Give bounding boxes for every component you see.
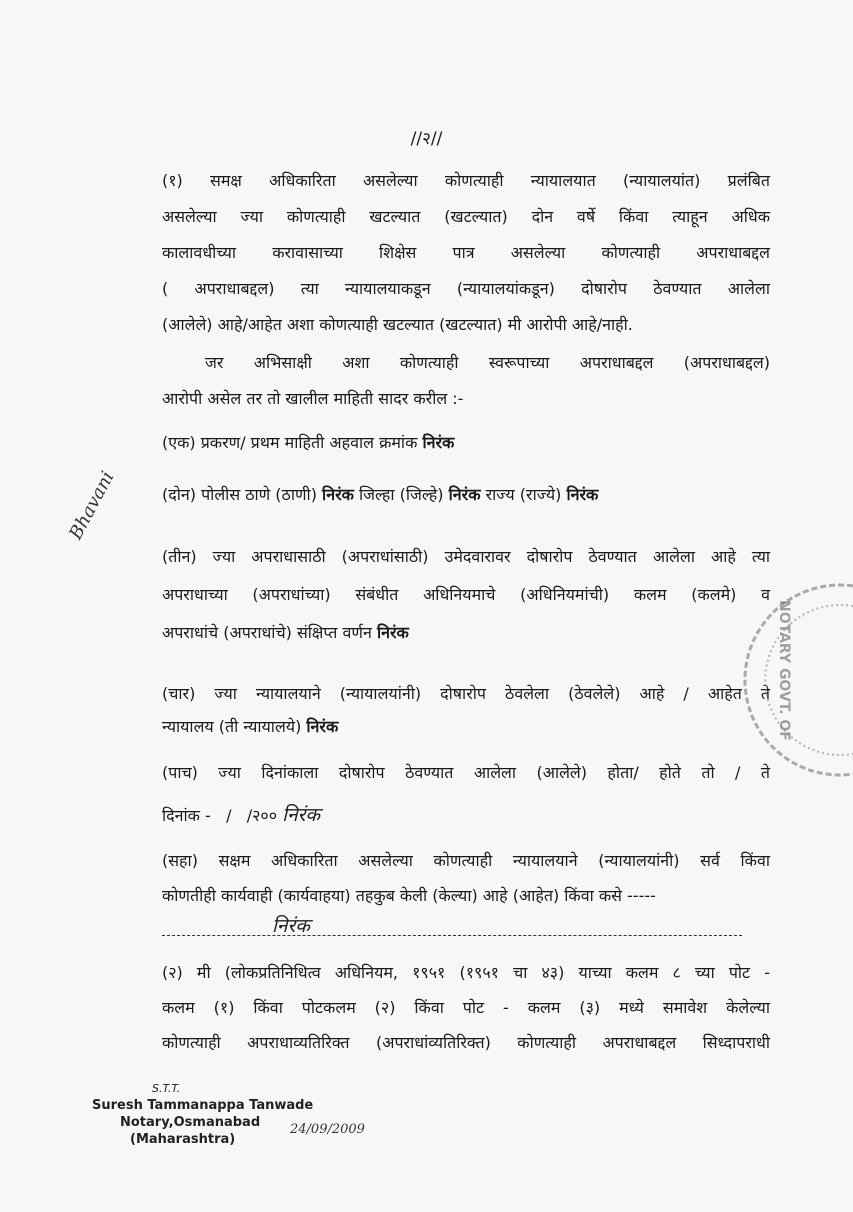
item-ek-label: (एक) प्रकरण/ प्रथम माहिती अहवाल क्रमांक [162, 433, 418, 452]
item-ek-value: निरंक [422, 433, 455, 452]
item-saha-line: (सहा) सक्षम अधिकारिता असलेल्या कोणत्याही न्यायालयाने (न्यायालयांनी) सर्व किंवा [162, 851, 770, 870]
stamp-text: NOTARY GOVT. OF [776, 600, 792, 741]
item-char-label: न्यायालय (ती न्यायालये) [162, 717, 302, 736]
notary-title: Notary,Osmanabad [120, 1115, 261, 1130]
item-pach-line: (पाच) ज्या दिनांकाला दोषारोप ठेवण्यात आलेला (आलेले) होता/ होते तो / ते [162, 763, 770, 782]
intro-line: जर अभिसाक्षी अशा कोणत्याही स्वरूपाच्या अपराधाबद्दल (अपराधाबद्दल) [205, 353, 770, 372]
handwritten-value: निरंक [282, 804, 321, 826]
page-number: //२// [410, 129, 443, 149]
stamp-outer-ring [745, 585, 853, 775]
item-don-value3: निरंक [566, 485, 599, 504]
handwritten-value: निरंक [272, 915, 310, 937]
item-ek [162, 432, 770, 454]
item-teen-line: अपराधाच्या (अपराधांच्या) संबंधीत अधिनियमाचे (अधिनियमांची) कलम (कलमे) व [162, 585, 770, 604]
notary-state: (Maharashtra) [130, 1132, 236, 1147]
date-label: दिनांक - / /२०० [162, 806, 278, 825]
item-teen-line: (तीन) ज्या अपराधासाठी (अपराधांसाठी) उमेदवारावर दोषारोप ठेवण्यात आलेला आहे त्या [162, 547, 770, 566]
item-char-value: निरंक [306, 717, 339, 736]
section2-line: कोणत्याही अपराधाव्यतिरिक्त (अपराधांव्यतिरिक्त) कोणत्याही अपराधाबद्दल सिध्दापराधी [162, 1033, 770, 1052]
section1-line: असलेल्या ज्या कोणत्याही खटल्यात (खटल्यात) दोन वर्षे किंवा त्याहून अधिक [162, 207, 770, 226]
section1-line: (आलेले) आहे/आहेत अशा कोणत्याही खटल्यात (खटल्यात) मी आरोपी आहे/नाही. [162, 315, 633, 334]
item-don-label3: राज्य (राज्ये) [485, 485, 562, 504]
notary-stamp [740, 580, 853, 780]
section1-line: (१) समक्ष अधिकारिता असलेल्या कोणत्याही न्यायालयात (न्यायालयांत) प्रलंबित [162, 171, 770, 190]
intro-line: आरोपी असेल तर तो खालील माहिती सादर करील :- [162, 389, 464, 408]
item-don-label1: (दोन) पोलीस ठाणे (ठाणी) [162, 485, 317, 504]
item-teen-label: अपराधांचे (अपराधांचे) संक्षिप्त वर्णन [162, 623, 372, 642]
section1-line: ( अपराधाबद्दल) त्या न्यायालयाकडून (न्यायालयांकडून) दोषारोप ठेवण्यात आलेला [162, 279, 770, 298]
section1-line: कालावधीच्या करावासाच्या शिक्षेस पात्र असलेल्या कोणत्याही अपराधाबद्दल [162, 243, 770, 262]
item-pach-date [162, 804, 770, 827]
notary-name: Suresh Tammanappa Tanwade [92, 1098, 314, 1113]
dashed-line [162, 935, 742, 936]
item-don-label2: जिल्हा (जिल्हे) [359, 485, 444, 504]
item-teen-value: निरंक [376, 623, 409, 642]
item-char-line: (चार) ज्या न्यायालयाने (न्यायालयांनी) दोषारोप ठेवलेला (ठेवलेले) आहे / आहेत ते [162, 684, 770, 703]
item-char-last [162, 716, 770, 738]
section2-line: (२) मी (लोकप्रतिनिधित्व अधिनियम, १९५१ (१९५१ चा ४३) याच्या कलम ८ च्या पोट - [162, 963, 770, 982]
margin-signature: Bhavani [65, 467, 119, 544]
section2-line: कलम (१) किंवा पोटकलम (२) किंवा पोट - कलम (३) मध्ये समावेश केलेल्या [162, 998, 770, 1017]
item-don-value1: निरंक [322, 485, 354, 504]
item-saha-line: कोणतीही कार्यवाही (कार्यवाहया) तहकुब केली (केल्या) आहे (आहेत) किंवा कसे ----- [162, 886, 656, 905]
item-teen-last [162, 622, 770, 644]
notary-signature: S.T.T. [152, 1082, 181, 1095]
notary-date: 24/09/2009 [290, 1122, 365, 1137]
item-don-value2: निरंक [448, 485, 481, 504]
item-don [162, 484, 770, 506]
notary-block [92, 1080, 313, 1148]
